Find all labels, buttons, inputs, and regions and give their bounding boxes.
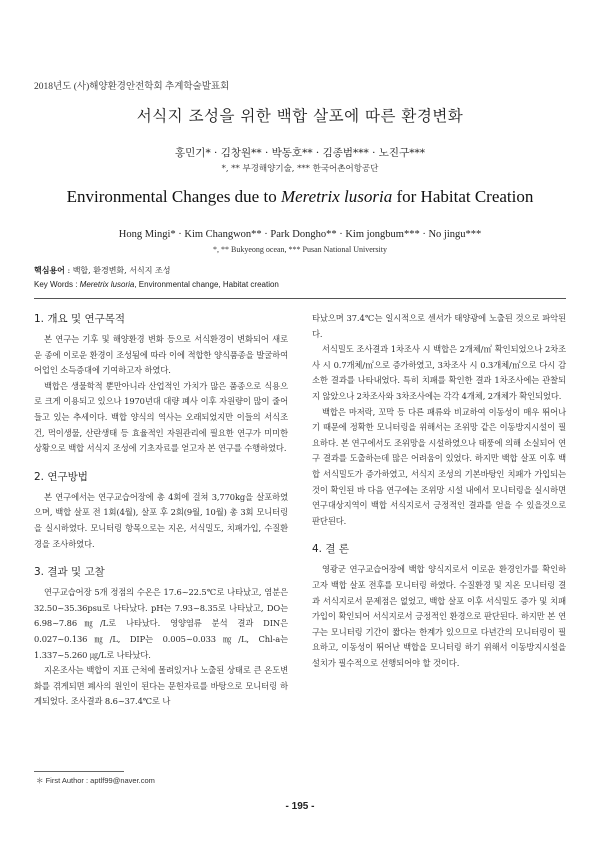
section-2-title: 2. 연구방법 (34, 470, 88, 483)
footnote-rule (34, 771, 124, 772)
keywords-korean (34, 265, 170, 276)
left-column (34, 311, 288, 710)
page-number: - 195 - (285, 801, 315, 812)
section-3-paragraph-2: 지온조사는 백합이 지표 근처에 몰려있거나 노출된 상태로 큰 온도변화를 겪게되면 폐사의 원인이 된다는 문헌자료를 바탕으로 모니터링 하게되었다. 조사결과 8.6~37.4℃로 나 (34, 665, 288, 707)
section-1-paragraph-2: 백합은 생물학적 뿐만아니라 산업적인 가치가 많은 품종으로 식용으로 크게 이용되고 있으나 1970년대 대량 폐사 이후 자원량이 많이 줄어들고 있는 추세이다. 백합 양식의 역사는 오래되었지만 이들의 서식조건, 먹이생물, 산란생태 등 효율적인 자원관리에 필요한 연구가 미미한 상황으로 백합 서식지 조성에 기초자료를 얻고자 본 연구를 수행하였다. (34, 380, 288, 454)
title-english-species: Meretrix lusoria (280, 187, 393, 206)
section-3-title: 3. 결과 및 고찰 (34, 566, 105, 579)
title-english-after: for Habitat Creation (392, 187, 534, 206)
keywords-english (34, 280, 279, 289)
keywords-korean-label: 핵심용어 (34, 265, 65, 275)
section-3-paragraph-3: 서식밀도 조사결과 1차조사 시 백합은 2개체/㎡ 확인되었으나 2차조사 시 0.7개체/㎡으로 증가하였고, 3차조사 시 0.3개체/㎡으로 다시 감소한 결과를 나타내었다. 특히 치패를 확인한 결과 1차조사에는 관찰되지 않았으나 2차조사와 3차조사에는 각각 4개체, 2개체가 확인되었다. (312, 344, 566, 401)
title-english-before: Environmental Changes due to (66, 187, 281, 206)
keywords-english-label: Key Words (34, 280, 73, 289)
title-english (0, 187, 600, 207)
authors-korean: 홍민기* · 김창원** · 박동호** · 김종범*** · 노진구*** (175, 147, 425, 159)
right-column (312, 311, 566, 671)
section-4-paragraph-1: 영광군 연구교습어장에 백합 양식지로서 이로운 환경인가를 확인하고자 백합 살포 전후를 모니터링 하였다. 수질환경 및 지온 모니터링 결과 서식지로서 문제점은 없었고, 백합 살포 이후 서식밀도 증가 및 치패 가입이 확인되어 서식지로서 긍정적인 환경으로 판단된다. 하지만 본 연구는 모니터링 기간이 짧다는 한계가 있으므로 다년간의 모니터링이 필요하고, 이동성이 뛰어난 백합을 모니터링 하기 위해서 이동방지시설을 설치가 필수적으로 선행되어야 할 것이다. (312, 564, 566, 668)
section-3-continued: 타났으며 37.4℃는 일시적으로 센서가 태양광에 노출된 것으로 파악된다. (312, 313, 566, 339)
section-1-paragraph-1: 본 연구는 기후 및 해양환경 변화 등으로 서식환경이 변화되어 새로운 종에 이로운 환경이 조성됨에 따라 이에 적합한 양식품종을 발굴하여 어업인 소득증대에 기여하고자 하였다. (34, 334, 288, 376)
affiliation-english: *, ** Bukyeong ocean, *** Pusan National University (213, 245, 387, 254)
keywords-english-species: Meretrix lusoria (79, 280, 135, 289)
section-4-title: 4. 결 론 (312, 543, 349, 556)
section-3-paragraph-1: 연구교습어장 5개 정점의 수온은 17.6~22.5℃로 나타났고, 염분은 32.50~35.36psu로 나타났다. pH는 7.93~8.35로 나타났고, DO는 6.98~7.86㎎/L로 나타났다. 영양염류 분석 결과 DIN은 0.027~0.136㎎/L, DIP는 0.005~0.033㎎/L, Chl-a는 1.337~5.260 ㎍/L로 나타났다. (34, 587, 288, 660)
keywords-english-text: , Environmental change, Habitat creation (134, 280, 279, 289)
section-3-paragraph-4: 백합은 마저락, 꼬막 등 다른 패류와 비교하여 이동성이 매우 뛰어나기 때문에 정확한 모니터링을 위해서는 조위망 같은 이동방지시설이 필요하다. 본 연구에서도 조위망을 시설하였으나 태풍에 의해 소실되어 연구 결과를 도출하는데 많은 어려움이 있었다. 하지만 백합 살포 이후 백합 서식밀도가 증가하였고, 서식지 조성의 기본바탕인 치패가 가입되는 것이 확인된 바 다음 연구에는 조위망 시설 내에서 모니터링을 실시하면 연구대상지역이 백합 서식지로서 긍정적인 결과를 얻을 수 있을것으로 판단된다. (312, 406, 566, 526)
section-2-paragraph-1: 본 연구에서는 연구교습어장에 총 4회에 걸쳐 3,770kg을 살포하였으며, 백합 살포 전 1회(4월), 살포 후 2회(9월, 10월) 총 3회 모니터링을 실시하였다. 모니터링 항목으로는 지온, 서식밀도, 치패가입, 수질환경을 조사하였다. (34, 491, 288, 549)
keywords-korean-text: : 백합, 환경변화, 서식지 조성 (64, 266, 171, 275)
affiliation-korean: *, ** 부경해양기술, *** 한국어촌어항공단 (221, 164, 379, 174)
footnote-author-email: ＊ First Author : aptlf99@naver.com (36, 776, 155, 785)
keywords-english-colon: : (72, 280, 80, 289)
authors-english: Hong Mingi* · Kim Changwon** · Park Dongho** · Kim jongbum*** · No jingu*** (118, 229, 482, 240)
section-1-title: 1. 개요 및 연구목적 (34, 313, 126, 325)
conference-header: 2018년도 (사)해양환경안전학회 추계학술발표회 (34, 82, 230, 92)
divider-rule (34, 298, 566, 299)
title-korean: 서식지 조성을 위한 백합 살포에 따른 환경변화 (136, 107, 464, 125)
